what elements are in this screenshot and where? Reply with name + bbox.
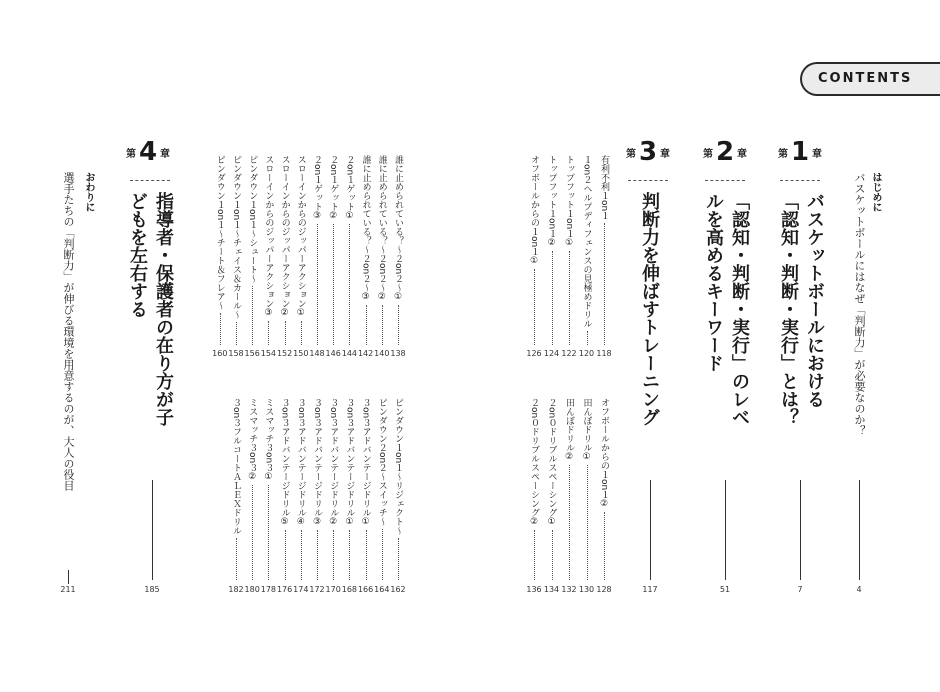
toc-entry-page: 128 [596, 585, 612, 594]
toc-entry-title: ３on３アドバンテージドリル① [344, 398, 355, 528]
toc-entry-page: 120 [578, 349, 595, 358]
toc-entry-page: 146 [325, 349, 341, 358]
chapter-prefix: 第 [125, 148, 136, 160]
toc-entry-title: 誰に止められている？～２on２～③ [360, 155, 371, 303]
toc-entry-leader [534, 269, 535, 345]
toc-entry-title: 誰に止められている？～２on２～① [393, 155, 403, 303]
toc-entry-leader [285, 530, 286, 580]
toc-entry-leader [534, 530, 535, 580]
chapter-3-title: 判断力を伸ばすトレーニング [639, 192, 660, 426]
toc-entry-leader [317, 530, 318, 580]
toc-entry-page: 148 [309, 349, 325, 358]
chapter-suffix: 章 [660, 148, 671, 160]
toc-entry-leader [382, 529, 383, 580]
intro-text: バスケットボールにはなぜ「判断力」が必要なのか？ [853, 172, 866, 436]
chapter-number: 4 [138, 137, 158, 167]
toc-entry-leader [398, 538, 399, 580]
chapter-1-rule [780, 180, 820, 181]
toc-entry-page: 136 [526, 585, 542, 594]
chapter-number: 3 [638, 137, 658, 167]
toc-entry-page: 154 [260, 349, 277, 358]
toc-entry-leader [252, 485, 253, 580]
toc-entry-page: 178 [260, 585, 277, 594]
toc-entry-leader [398, 305, 399, 345]
intro-rule [859, 480, 860, 580]
intro-page: 4 [856, 585, 862, 594]
toc-entry-title: ２on１ゲット① [344, 155, 355, 222]
chapter-1-title: バスケットボールにおける「認知・判断・実行」とは？ [778, 192, 825, 426]
toc-entry-leader [301, 530, 302, 580]
toc-entry-title: オフボールからの１on１① [529, 155, 539, 267]
toc-entry-title: ピンダウン１on１～チェイス＆カール～ [231, 155, 241, 320]
toc-entry-leader [552, 251, 553, 345]
chapter-4-rule [130, 180, 170, 181]
toc-entry-page: 164 [374, 585, 390, 594]
toc-entry-title: オフボールからの１on１② [599, 398, 609, 510]
outro-heading: おわりに [83, 172, 94, 212]
toc-entry-title: ミスマッチ３on３① [263, 398, 274, 483]
toc-entry-page: 126 [526, 349, 542, 358]
chapter-1-page-rule [800, 480, 801, 580]
toc-entry-leader [220, 313, 221, 345]
toc-entry-page: 174 [293, 585, 309, 594]
toc-entry-leader [317, 224, 318, 345]
toc-entry-page: 160 [212, 349, 228, 358]
toc-entry-page: 132 [561, 585, 577, 594]
toc-entry-title: ピンダウン１on１～リジェクト～ [393, 398, 403, 536]
toc-entry-page: 180 [244, 585, 260, 594]
outro-rule [68, 570, 69, 584]
toc-entry-title: ２on１ゲット③ [312, 155, 322, 222]
toc-entry-title: ２on０ドリブルスペーシング② [529, 398, 539, 528]
toc-entry-page: 140 [374, 349, 390, 358]
toc-entry-page: 182 [228, 585, 244, 594]
outro-page: 211 [60, 585, 76, 594]
toc-entry-page: 158 [228, 349, 244, 358]
toc-entry-page: 138 [390, 349, 406, 358]
chapter-1-page: 7 [797, 585, 803, 594]
toc-entry-leader [587, 465, 588, 580]
chapter-2-label [703, 137, 747, 167]
toc-entry-leader [285, 321, 286, 345]
toc-entry-leader [236, 322, 237, 345]
toc-entry-page: 144 [341, 349, 358, 358]
toc-entry-title: ２on０ドリブルスペーシング① [546, 398, 557, 528]
toc-entry-page: 130 [578, 585, 595, 594]
chapter-3-rule [628, 180, 668, 181]
toc-entry-title: スローインからのジッパーアクション② [279, 155, 290, 318]
chapter-3-page-rule [650, 480, 651, 580]
toc-entry-page: 176 [276, 585, 293, 594]
toc-entry-title: ３on３アドバンテージドリル④ [295, 398, 306, 528]
toc-entry-title: ３on３アドバンテージドリル② [328, 398, 339, 528]
chapter-2-page: 51 [719, 585, 731, 594]
intro-heading: はじめに [870, 172, 881, 212]
toc-entry-title: ３on３アドバンテージドリル③ [312, 398, 322, 528]
toc-entry-page: 170 [325, 585, 341, 594]
toc-entry-page: 172 [309, 585, 325, 594]
toc-entry-page: 124 [543, 349, 560, 358]
toc-entry-leader [552, 530, 553, 580]
toc-entry-leader [604, 223, 605, 345]
toc-entry-leader [569, 465, 570, 580]
toc-entry-leader [382, 305, 383, 345]
toc-entry-page: 122 [561, 349, 577, 358]
toc-entry-page: 142 [357, 349, 374, 358]
toc-entry-leader [366, 530, 367, 580]
chapter-suffix: 章 [737, 148, 748, 160]
chapter-number: 1 [790, 137, 810, 167]
toc-entry-title: ピンダウン１on１～シュート～ [247, 155, 258, 284]
outro-text: 選手たちの「判断力」が伸びる環境を用意するのが、大人の役目 [62, 172, 75, 491]
chapter-prefix: 第 [702, 148, 713, 160]
chapter-prefix: 第 [777, 148, 788, 160]
toc-entry-leader [569, 251, 570, 345]
toc-entry-leader [587, 331, 588, 345]
chapter-3-page: 117 [642, 585, 658, 594]
toc-entry-leader [333, 224, 334, 345]
toc-entry-leader [301, 321, 302, 345]
chapter-4-label [126, 137, 170, 167]
toc-entry-title: １on２ヘルプディフェンスの見極めドリル [581, 155, 592, 329]
toc-entry-page: 118 [596, 349, 612, 358]
toc-entry-leader [366, 305, 367, 345]
toc-entry-page: 156 [244, 349, 260, 358]
chapter-1-label [778, 137, 822, 167]
toc-entry-title: 有利不利１on１ [599, 155, 609, 221]
toc-entry-title: ミスマッチ３on３② [247, 398, 258, 483]
toc-entry-title: 田んぼドリル② [564, 398, 574, 462]
chapter-2-rule [705, 180, 745, 181]
toc-entry-leader [236, 538, 237, 580]
toc-entry-leader [604, 512, 605, 580]
toc-entry-page: 162 [390, 585, 406, 594]
toc-entry-title: トップフット１on１② [546, 155, 557, 249]
contents-badge: CONTENTS [800, 62, 940, 96]
toc-entry-title: スローインからのジッパーアクション① [295, 155, 306, 318]
chapter-4-page-rule [152, 480, 153, 580]
chapter-4-title: 指導者・保護者の在り方が子どもを左右する [127, 192, 174, 426]
chapter-number: 2 [715, 137, 735, 167]
chapter-suffix: 章 [160, 148, 171, 160]
toc-entry-page: 168 [341, 585, 358, 594]
toc-entry-title: ３on３フルコートＡＬＥＸドリル [231, 398, 241, 536]
toc-entry-leader [268, 321, 269, 345]
chapter-suffix: 章 [812, 148, 823, 160]
toc-entry-leader [349, 530, 350, 580]
toc-entry-page: 134 [543, 585, 560, 594]
toc-entry-leader [349, 224, 350, 345]
toc-entry-page: 152 [276, 349, 293, 358]
toc-entry-title: ２on１ゲット② [328, 155, 339, 222]
chapter-2-title: 「認知・判断・実行」のレベルを高めるキーワード [703, 192, 750, 426]
toc-entry-title: 誰に止められている？～２on２～② [376, 155, 387, 303]
toc-entry-title: ピンダウン１on１～チート＆フレア～ [214, 155, 225, 311]
chapter-4-page: 185 [144, 585, 160, 594]
toc-entry-page: 166 [357, 585, 374, 594]
chapter-3-label [626, 137, 670, 167]
toc-entry-title: 田んぼドリル① [581, 398, 592, 462]
toc-entry-leader [268, 485, 269, 580]
chapter-2-page-rule [725, 480, 726, 580]
toc-entry-title: トップフット１on１① [564, 155, 574, 249]
toc-entry-leader [333, 530, 334, 580]
toc-entry-title: スローインからのジッパーアクション③ [263, 155, 274, 318]
toc-entry-title: ピンダウン２on２～スイッチ～ [376, 398, 387, 527]
toc-entry-title: ３on３アドバンテージドリル⑤ [279, 398, 290, 528]
toc-entry-title: ３on３アドバンテージドリル① [360, 398, 371, 528]
chapter-prefix: 第 [625, 148, 636, 160]
toc-entry-leader [252, 286, 253, 345]
toc-entry-page: 150 [293, 349, 309, 358]
